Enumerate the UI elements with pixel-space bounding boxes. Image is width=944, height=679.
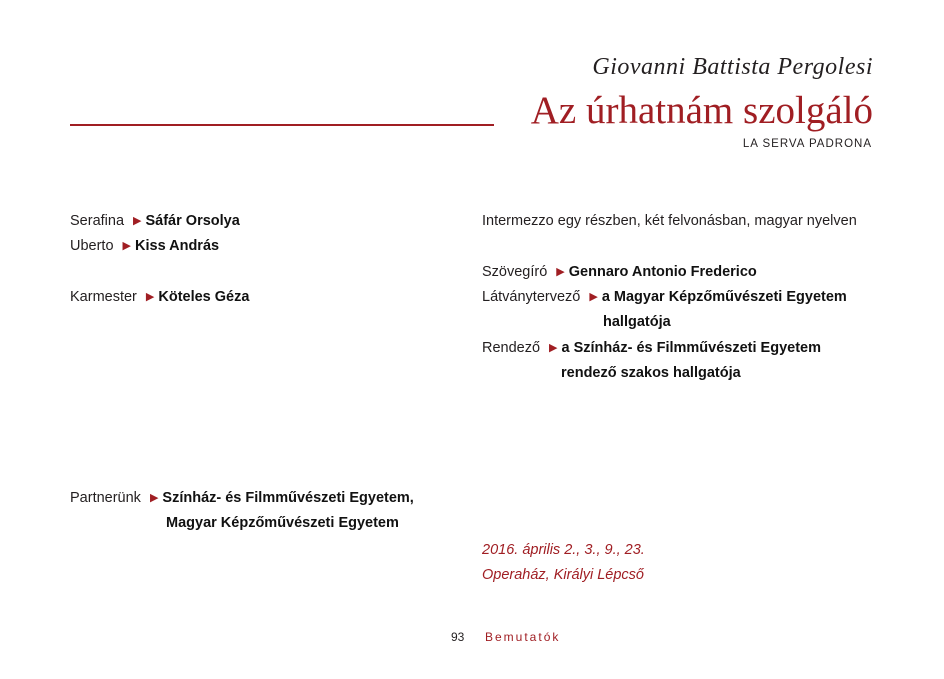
arrow-right-icon: ▶ bbox=[549, 342, 558, 354]
arrow-right-icon: ▶ bbox=[589, 291, 598, 303]
role-label: Karmester bbox=[70, 289, 137, 305]
role-label: Uberto bbox=[70, 238, 114, 254]
partner-line-1: Színház- és Filmművészeti Egyetem, bbox=[162, 490, 414, 506]
title-rule bbox=[70, 124, 494, 126]
performer-name: Kiss András bbox=[135, 238, 220, 254]
director-line-2: rendező szakos hallgatója bbox=[561, 365, 741, 381]
librettist-row bbox=[482, 260, 757, 286]
role-label: Serafina bbox=[70, 213, 125, 229]
arrow-right-icon: ▶ bbox=[149, 492, 159, 504]
designer-line-1: a Magyar Képzőművészeti Egyetem bbox=[601, 289, 847, 305]
partner-row bbox=[70, 486, 414, 512]
arrow-right-icon: ▶ bbox=[145, 291, 155, 303]
role-label: Rendező bbox=[482, 340, 541, 356]
designer-line-2: hallgatója bbox=[603, 314, 671, 330]
partner-line-2: Magyar Képzőművészeti Egyetem bbox=[166, 515, 399, 531]
performance-dates: 2016. április 2., 3., 9., 23. bbox=[482, 542, 645, 558]
role-label: Szövegíró bbox=[482, 264, 548, 280]
cast-row-uberto bbox=[70, 234, 219, 260]
role-label: Partnerünk bbox=[70, 490, 141, 506]
arrow-right-icon: ▶ bbox=[556, 266, 565, 278]
original-title: LA SERVA PADRONA bbox=[742, 138, 872, 150]
performance-venue: Operaház, Királyi Lépcső bbox=[482, 567, 644, 583]
director-row bbox=[482, 336, 821, 362]
arrow-right-icon: ▶ bbox=[133, 215, 142, 227]
section-name: Bemutatók bbox=[485, 630, 561, 644]
librettist-name: Gennaro Antonio Frederico bbox=[568, 264, 757, 280]
designer-row bbox=[482, 285, 847, 311]
conductor-name: Köteles Géza bbox=[158, 289, 250, 305]
cast-row-serafina bbox=[70, 209, 240, 235]
page-number: 93 bbox=[451, 630, 465, 644]
composer-name: Giovanni Battista Pergolesi bbox=[592, 54, 873, 80]
role-label: Látványtervező bbox=[482, 289, 581, 305]
director-line-1: a Színház- és Filmművészeti Egyetem bbox=[561, 340, 821, 356]
page-title: Az úrhatnám szolgáló bbox=[530, 89, 873, 132]
production-description: Intermezzo egy részben, két felvonásban, magyar nyelven bbox=[482, 213, 857, 229]
conductor-row bbox=[70, 285, 249, 311]
performer-name: Sáfár Orsolya bbox=[145, 213, 240, 229]
arrow-right-icon: ▶ bbox=[122, 240, 131, 252]
